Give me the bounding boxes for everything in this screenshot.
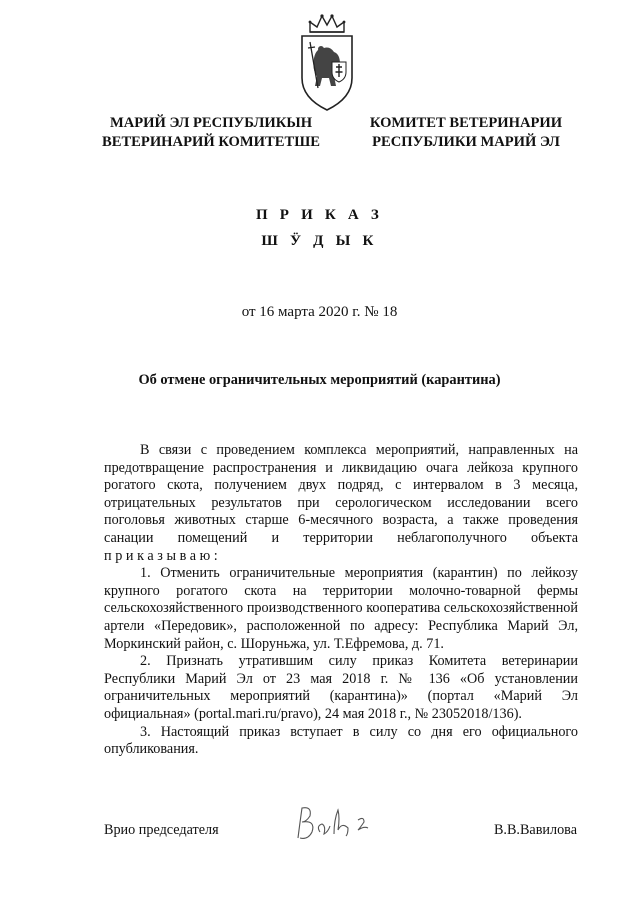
document-date-number: от 16 марта 2020 г. № 18 — [241, 304, 398, 320]
document-type-ru: П Р И К А З — [255, 207, 384, 223]
document-body — [104, 442, 578, 759]
document-type-mari: Ш Ӱ Д Ы К — [261, 233, 378, 249]
document-title: Об отмене ограничительных мероприятий (карантина) — [138, 372, 501, 388]
coat-of-arms-icon — [296, 12, 358, 114]
header-left-line1: МАРИЙ ЭЛ РЕСПУБЛИКЫН — [109, 115, 313, 131]
item-1: 1. Отменить ограничительные мероприятия (карантин) по лейкозу крупного рогатого скота на территории молочно-товарной фермы сельскохозяйственного производственного кооператива сельскохозяйственной артели «Передовик», расположенной по адресу: Республика Марий Эл, Моркинский район, с. Шоруньжа, ул. Т.Ефремова, д. 71. — [104, 565, 578, 652]
item-2: 2. Признать утратившим силу приказ Комитета ветеринарии Республики Марий Эл от 23 мая 2018 г. № 136 «Об установлении ограничительных мероприятий (карантина)» (портал «Марий Эл официальная» (portal.mari.ru/pravo), 24 мая 2018 г., № 23052018/136). — [104, 653, 578, 722]
header-left-line2: ВЕТЕРИНАРИЙ КОМИТЕТШЕ — [101, 134, 320, 150]
signatory-position: Врио председателя — [104, 822, 219, 838]
header-right-line1: КОМИТЕТ ВЕТЕРИНАРИИ — [369, 115, 563, 131]
intro-paragraph — [104, 442, 578, 565]
handwritten-signature — [290, 802, 374, 844]
header-right-line2: РЕСПУБЛИКИ МАРИЙ ЭЛ — [372, 134, 560, 150]
order-word: приказываю: — [104, 547, 222, 564]
item-3: 3. Настоящий приказ вступает в силу со дня его официального опубликования. — [104, 723, 578, 758]
intro-text: В связи с проведением комплекса мероприятий, направленных на предотвращение распространения и ликвидацию очага лейкоза крупного рогатого скота, получением двух подряд, с интервалом в 3 месяца, отрицательных результатов при серологическом исследовании всего поголовья животных старше 6-месячного возраста, а также проведения санации помещений и территории неблагополучного объекта — [104, 442, 578, 546]
header-left — [88, 114, 334, 152]
signatory-name: В.В.Вавилова — [493, 822, 577, 838]
header-right — [360, 114, 572, 152]
